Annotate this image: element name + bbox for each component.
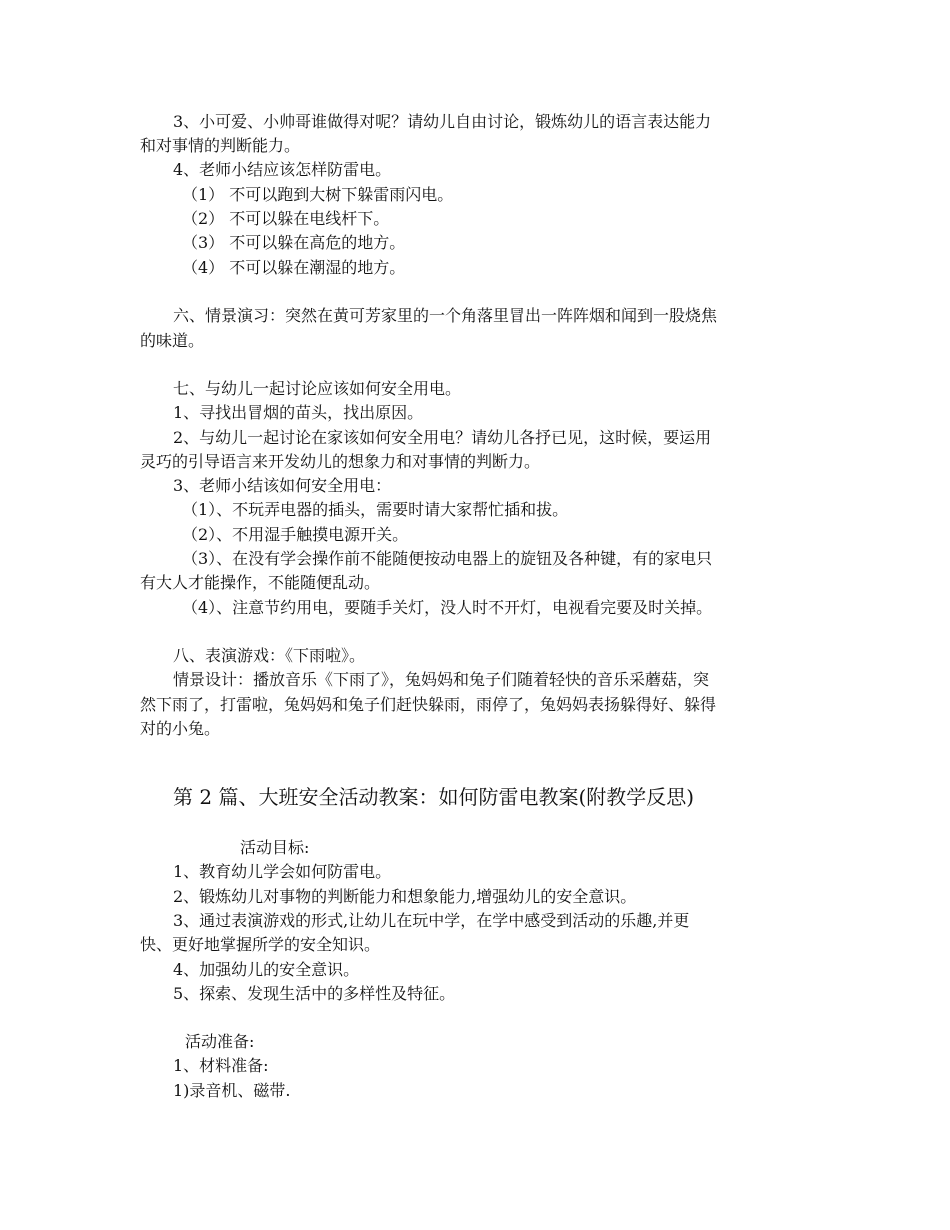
paragraph-line: 灵巧的引导语言来开发幼儿的想象力和对事情的判断力。: [140, 452, 541, 471]
paragraph-line: 对的小兔。: [140, 719, 221, 738]
list-item: 5、探索、发现生活中的多样性及特征。: [173, 984, 456, 1003]
list-item: 1)录音机、磁带.: [173, 1081, 291, 1100]
article-title: 第 2 篇、大班安全活动教案：如何防雷电教案(附教学反思): [173, 785, 695, 809]
paragraph-line: 4、老师小结应该怎样防雷电。: [173, 160, 392, 179]
list-item: （2）、不用湿手触摸电源开关。: [182, 525, 409, 544]
paragraph-line: 的味道。: [140, 331, 205, 350]
section-heading: 七、与幼儿一起讨论应该如何安全用电。: [173, 379, 462, 398]
paragraph-line: 快、更好地掌握所学的安全知识。: [140, 935, 381, 954]
paragraph-line: 有大人才能操作，不能随便乱动。: [140, 573, 381, 592]
list-item: 1、教育幼儿学会如何防雷电。: [173, 862, 392, 881]
section-heading: 八、表演游戏：《下雨啦》。: [173, 646, 366, 665]
list-item: （3） 不可以躲在高危的地方。: [182, 233, 406, 252]
list-item: （4） 不可以躲在潮湿的地方。: [182, 258, 406, 277]
section-heading: 活动准备:: [185, 1032, 255, 1051]
section-heading: 活动目标:: [240, 838, 310, 857]
list-item: （2） 不可以躲在电线杆下。: [182, 209, 390, 228]
list-item: 2、锻炼幼儿对事物的判断能力和想象能力,增强幼儿的安全意识。: [173, 887, 637, 906]
paragraph-line: 情景设计：播放音乐《下雨了》，兔妈妈和兔子们随着轻快的音乐采蘑菇，突: [173, 670, 710, 689]
list-item: （1）、不玩弄电器的插头，需要时请大家帮忙插和拔。: [182, 500, 569, 519]
paragraph-line: 六、情景演习：突然在黄可芳家里的一个角落里冒出一阵阵烟和闻到一股烧焦: [173, 306, 718, 325]
list-item: （4）、注意节约用电，要随手关灯，没人时不开灯，电视看完要及时关掉。: [182, 598, 713, 617]
paragraph-line: 然下雨了，打雷啦，兔妈妈和兔子们赶快躲雨，雨停了，兔妈妈表扬躲得好、躲得: [140, 695, 717, 714]
list-item: 4、加强幼儿的安全意识。: [173, 960, 360, 979]
paragraph-line: 1、寻找出冒烟的苗头，找出原因。: [173, 403, 424, 422]
list-item: 3、通过表演游戏的形式,让幼儿在玩中学，在学中感受到活动的乐趣,并更: [173, 911, 690, 930]
paragraph-line: 3、小可爱、小帅哥谁做得对呢？请幼儿自由讨论，锻炼幼儿的语言表达能力: [173, 112, 712, 131]
list-item: 1、材料准备:: [173, 1056, 269, 1075]
paragraph-line: 和对事情的判断能力。: [140, 136, 301, 155]
paragraph-line: 2、与幼儿一起讨论在家该如何安全用电？请幼儿各抒已见，这时候，要运用: [173, 428, 712, 447]
list-item: （1） 不可以跑到大树下躲雷雨闪电。: [182, 185, 454, 204]
list-item: （3）、在没有学会操作前不能随便按动电器上的旋钮及各种键，有的家电只: [182, 549, 713, 568]
paragraph-line: 3、老师小结该如何安全用电：: [173, 476, 392, 495]
